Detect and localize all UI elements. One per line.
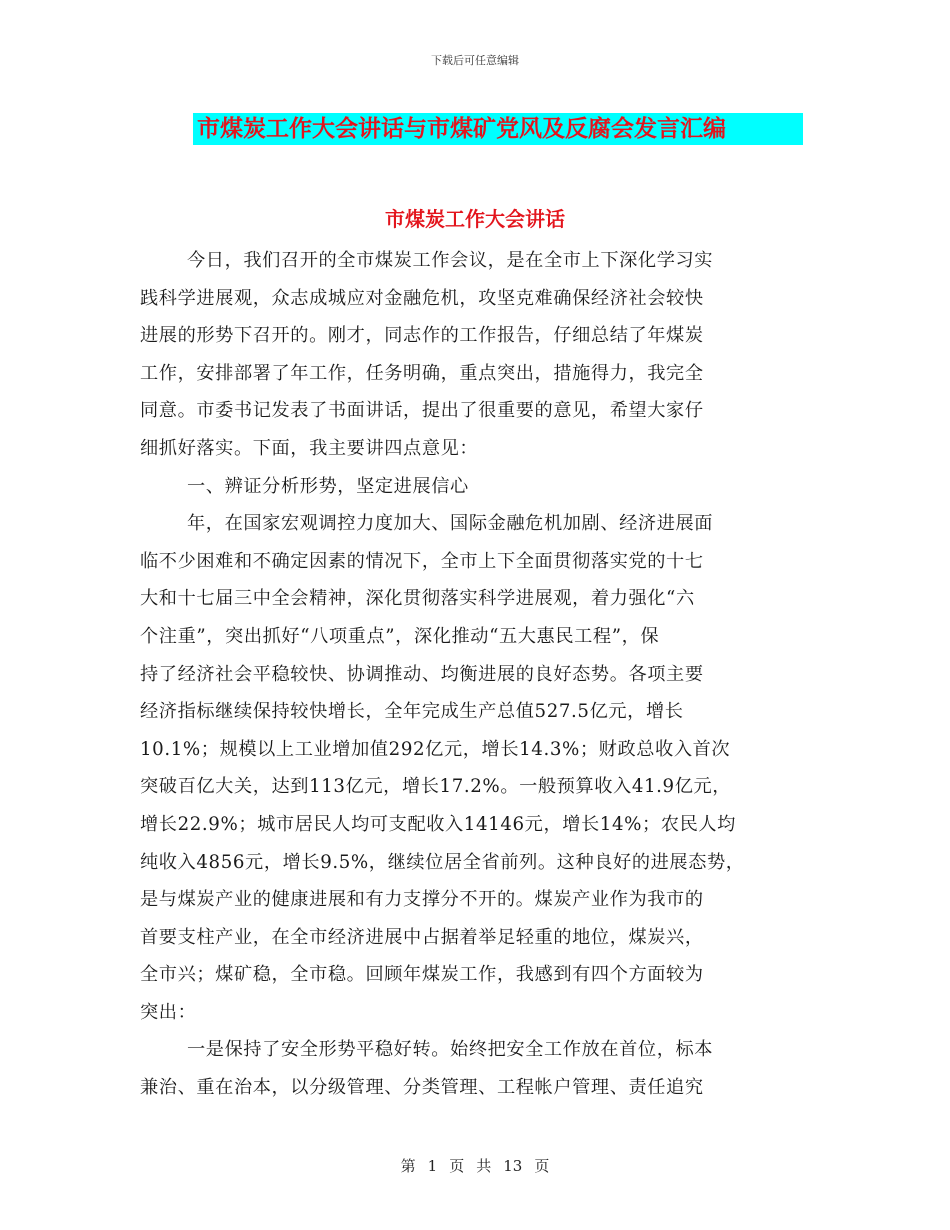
paragraph-line: 临不少困难和不确定因素的情况下，全市上下全面贯彻落实党的十七 bbox=[140, 550, 704, 572]
paragraph-line: 突破百亿大关，达到113亿元，增长17.2%。一般预算收入41.9亿元， bbox=[140, 776, 732, 798]
paragraph-line: 10.1%；规模以上工业增加值292亿元，增长14.3%；财政总收入首次 bbox=[140, 738, 731, 760]
paragraph-line: 个注重”，突出抓好“八项重点”，深化推动“五大惠民工程”，保 bbox=[140, 625, 660, 647]
footer-mid: 页 bbox=[449, 1157, 465, 1175]
paragraph-line: 一是保持了安全形势平稳好转。始终把安全工作放在首位，标本 bbox=[187, 1039, 714, 1061]
paragraph-line: 细抓好落实。下面，我主要讲四点意见： bbox=[140, 437, 479, 459]
paragraph-line: 增长22.9%；城市居民人均可支配收入14146元，增长14%；农民人均 bbox=[140, 813, 736, 835]
page-footer bbox=[0, 1155, 950, 1176]
total-pages: 13 bbox=[503, 1157, 523, 1175]
paragraph-line: 是与煤炭产业的健康进展和有力支撑分不开的。煤炭产业作为我市的 bbox=[140, 889, 704, 911]
body-text bbox=[140, 242, 820, 1107]
footer-of: 共 bbox=[476, 1157, 492, 1175]
footer-prefix: 第 bbox=[400, 1157, 416, 1175]
footer-suffix: 页 bbox=[534, 1157, 550, 1175]
paragraph-line: 今日，我们召开的全市煤炭工作会议，是在全市上下深化学习实 bbox=[187, 250, 714, 271]
paragraph-line: 践科学进展观，众志成城应对金融危机，攻坚克难确保经济社会较快 bbox=[140, 287, 704, 309]
paragraph-line: 工作，安排部署了年工作，任务明确，重点突出，措施得力，我完全 bbox=[140, 362, 704, 384]
paragraph-line: 同意。市委书记发表了书面讲话，提出了很重要的意见，希望大家仔 bbox=[140, 400, 704, 422]
paragraph-line: 大和十七届三中全会精神，深化贯彻落实科学进展观，着力强化“六 bbox=[140, 588, 695, 610]
header-note: 下载后可任意编辑 bbox=[431, 54, 519, 67]
paragraph-line: 经济指标继续保持较快增长，全年完成生产总值527.5亿元，增长 bbox=[140, 701, 684, 723]
document-title: 市煤炭工作大会讲话与市煤矿党风及反腐会发言汇编 bbox=[193, 113, 803, 145]
paragraph-line: 全市兴；煤矿稳，全市稳。回顾年煤炭工作，我感到有四个方面较为 bbox=[140, 964, 704, 986]
paragraph-line: 首要支柱产业，在全市经济进展中占据着举足轻重的地位，煤炭兴， bbox=[140, 926, 704, 948]
paragraph-line: 持了经济社会平稳较快、协调推动、均衡进展的良好态势。各项主要 bbox=[140, 663, 704, 685]
paragraph-line: 纯收入4856元，增长9.5%，继续位居全省前列。这种良好的进展态势， bbox=[140, 851, 745, 873]
page-number: 1 bbox=[427, 1157, 438, 1175]
paragraph-line: 年，在国家宏观调控力度加大、国际金融危机加剧、经济进展面 bbox=[187, 513, 714, 535]
paragraph-line: 突出： bbox=[140, 1001, 197, 1023]
section-title: 市煤炭工作大会讲话 bbox=[385, 207, 565, 231]
paragraph-line: 进展的形势下召开的。刚才，同志作的工作报告，仔细总结了年煤炭 bbox=[140, 325, 704, 347]
heading-line: 一、辨证分析形势，坚定进展信心 bbox=[187, 475, 469, 497]
paragraph-line: 兼治、重在治本，以分级管理、分类管理、工程帐户管理、责任追究 bbox=[140, 1077, 704, 1099]
